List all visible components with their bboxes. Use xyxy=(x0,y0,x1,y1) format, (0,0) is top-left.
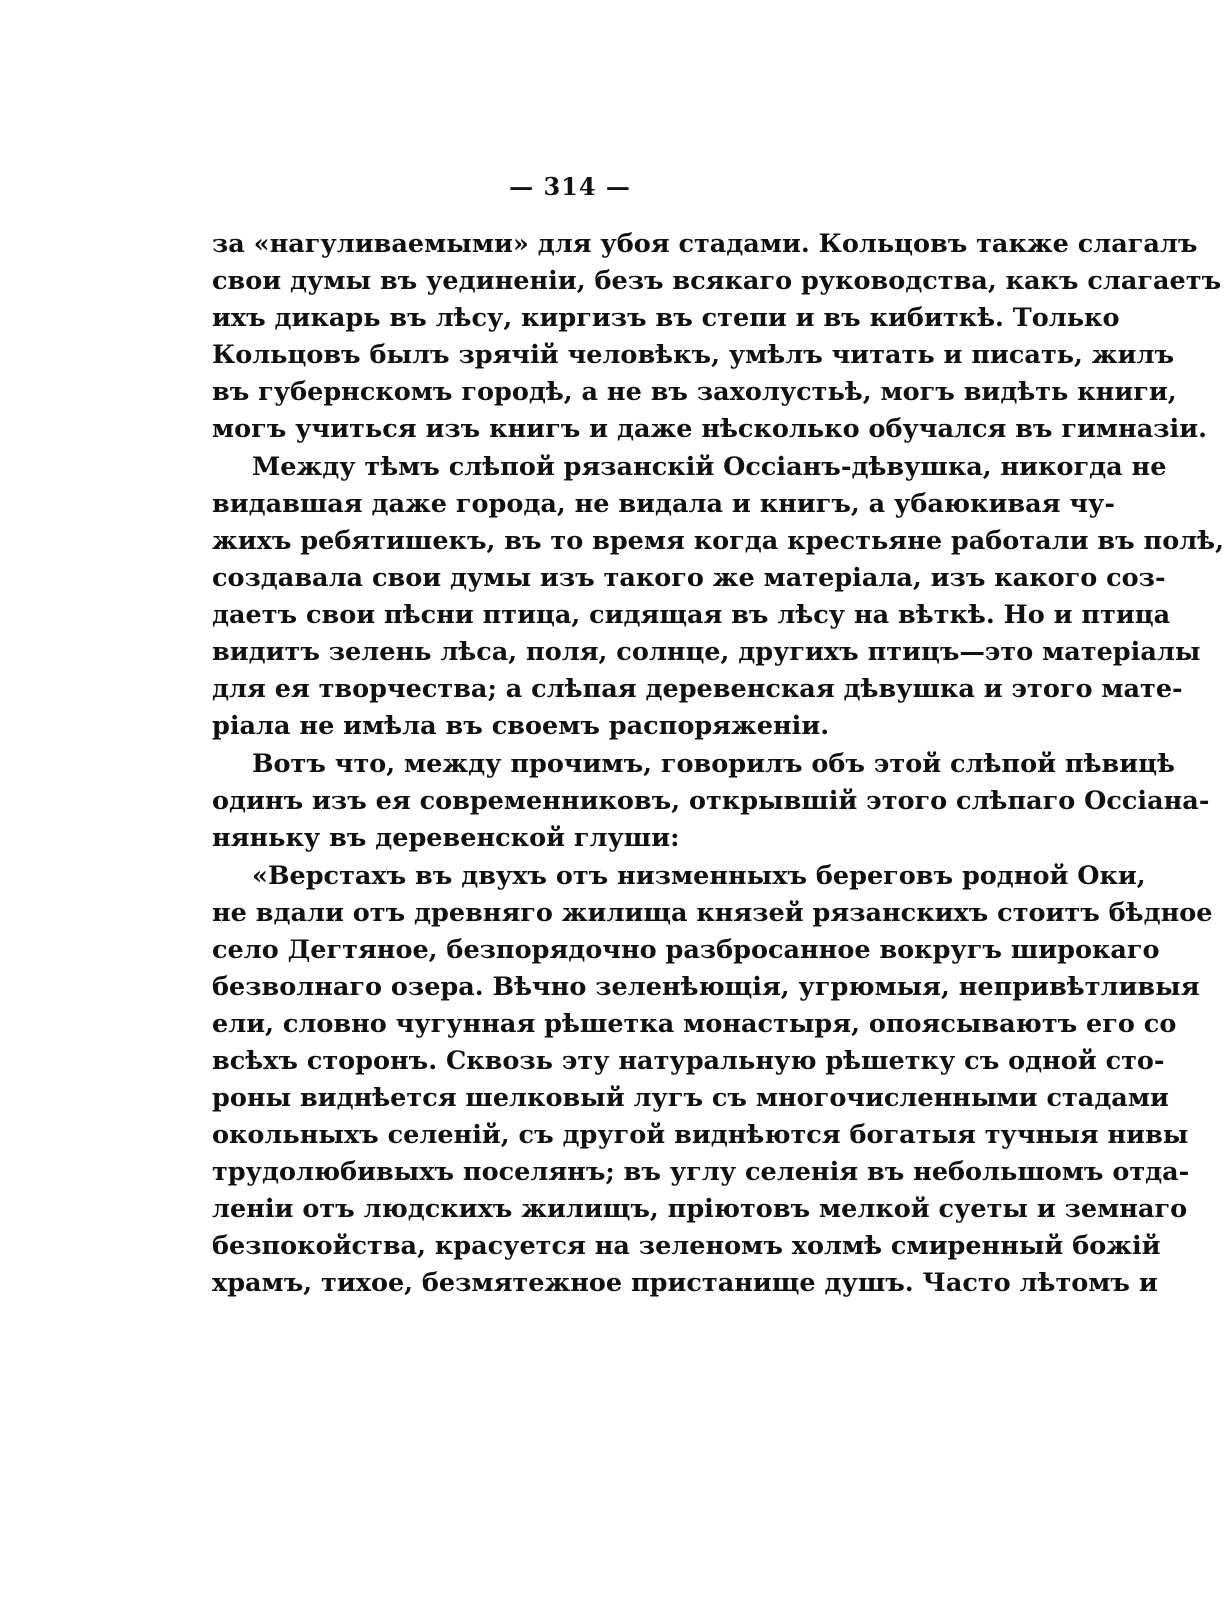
text-line: село Дегтяное, безпорядочно разбросанное вокругъ широкаго xyxy=(212,935,1160,965)
text-line: ели, словно чугунная рѣшетка монастыря, опоясываютъ его со xyxy=(212,1009,1177,1039)
text-line: всѣхъ сторонъ. Сквозь эту натуральную рѣшетку съ одной сто- xyxy=(212,1046,1165,1076)
text-line: безпокойства, красуется на зеленомъ холмѣ смиренный божій xyxy=(212,1231,1161,1261)
text-line: даетъ свои пѣсни птица, сидящая въ лѣсу на вѣткѣ. Но и птица xyxy=(212,600,1171,630)
text-line: жихъ ребятишекъ, въ то время когда крестьяне работали въ полѣ, xyxy=(212,526,1224,556)
text-line: могъ учиться изъ книгъ и даже нѣсколько обучался въ гимназіи. xyxy=(212,414,1207,444)
text-line: Между тѣмъ слѣпой рязанскій Оссіанъ-дѣвушка, никогда не xyxy=(252,452,1167,482)
text-line: не вдали отъ древняго жилища князей рязанскихъ стоитъ бѣдное xyxy=(212,898,1213,928)
paragraph xyxy=(212,449,1224,745)
text-line: для ея творчества; а слѣпая деревенская дѣвушка и этого мате- xyxy=(212,674,1183,704)
text-line: трудолюбивыхъ поселянъ; въ углу селенія въ небольшомъ отда- xyxy=(212,1157,1190,1187)
text-line: храмъ, тихое, безмятежное пристанище душъ. Часто лѣтомъ и xyxy=(212,1268,1158,1298)
text-line: «Верстахъ въ двухъ отъ низменныхъ береговъ родной Оки, xyxy=(252,861,1146,891)
page-number: — 314 — xyxy=(509,172,631,201)
text-line: видавшая даже города, не видала и книгъ, а убаюкивая чу- xyxy=(212,489,1115,519)
text-line: ихъ дикарь въ лѣсу, киргизъ въ степи и въ кибиткѣ. Только xyxy=(212,303,1120,333)
body-text xyxy=(212,226,1224,1302)
paragraph xyxy=(212,226,1222,448)
text-line: свои думы въ уединеніи, безъ всякаго руководства, какъ слагаетъ xyxy=(212,266,1222,296)
text-line: видитъ зелень лѣса, поля, солнце, другихъ птицъ—это матеріалы xyxy=(212,637,1201,667)
text-line: Кольцовъ былъ зрячій человѣкъ, умѣлъ читать и писать, жилъ xyxy=(212,340,1175,370)
text-line: леніи отъ людскихъ жилищъ, пріютовъ мелкой суеты и земнаго xyxy=(212,1194,1188,1224)
text-line: няньку въ деревенской глуши: xyxy=(212,823,680,853)
text-line: въ губернскомъ городѣ, а не въ захолустьѣ, могъ видѣть книги, xyxy=(212,377,1177,407)
text-line: создавала свои думы изъ такого же матеріала, изъ какого соз- xyxy=(212,563,1166,593)
text-line: ріала не имѣла въ своемъ распоряженіи. xyxy=(212,711,830,741)
paragraph xyxy=(212,858,1213,1302)
text-line: за «нагуливаемыми» для убоя стадами. Кольцовъ также слагалъ xyxy=(212,229,1198,259)
text-line: безволнаго озера. Вѣчно зеленѣющія, угрюмыя, непривѣтливыя xyxy=(212,972,1200,1002)
text-line: роны виднѣется шелковый лугъ съ многочисленными стадами xyxy=(212,1083,1169,1113)
paragraph xyxy=(212,746,1210,857)
text-line: окольныхъ селеній, съ другой виднѣются богатыя тучныя нивы xyxy=(212,1120,1189,1150)
text-line: одинъ изъ ея современниковъ, открывшій этого слѣпаго Оссіана- xyxy=(212,786,1210,816)
text-line: Вотъ что, между прочимъ, говорилъ объ этой слѣпой пѣвицѣ xyxy=(252,749,1175,779)
